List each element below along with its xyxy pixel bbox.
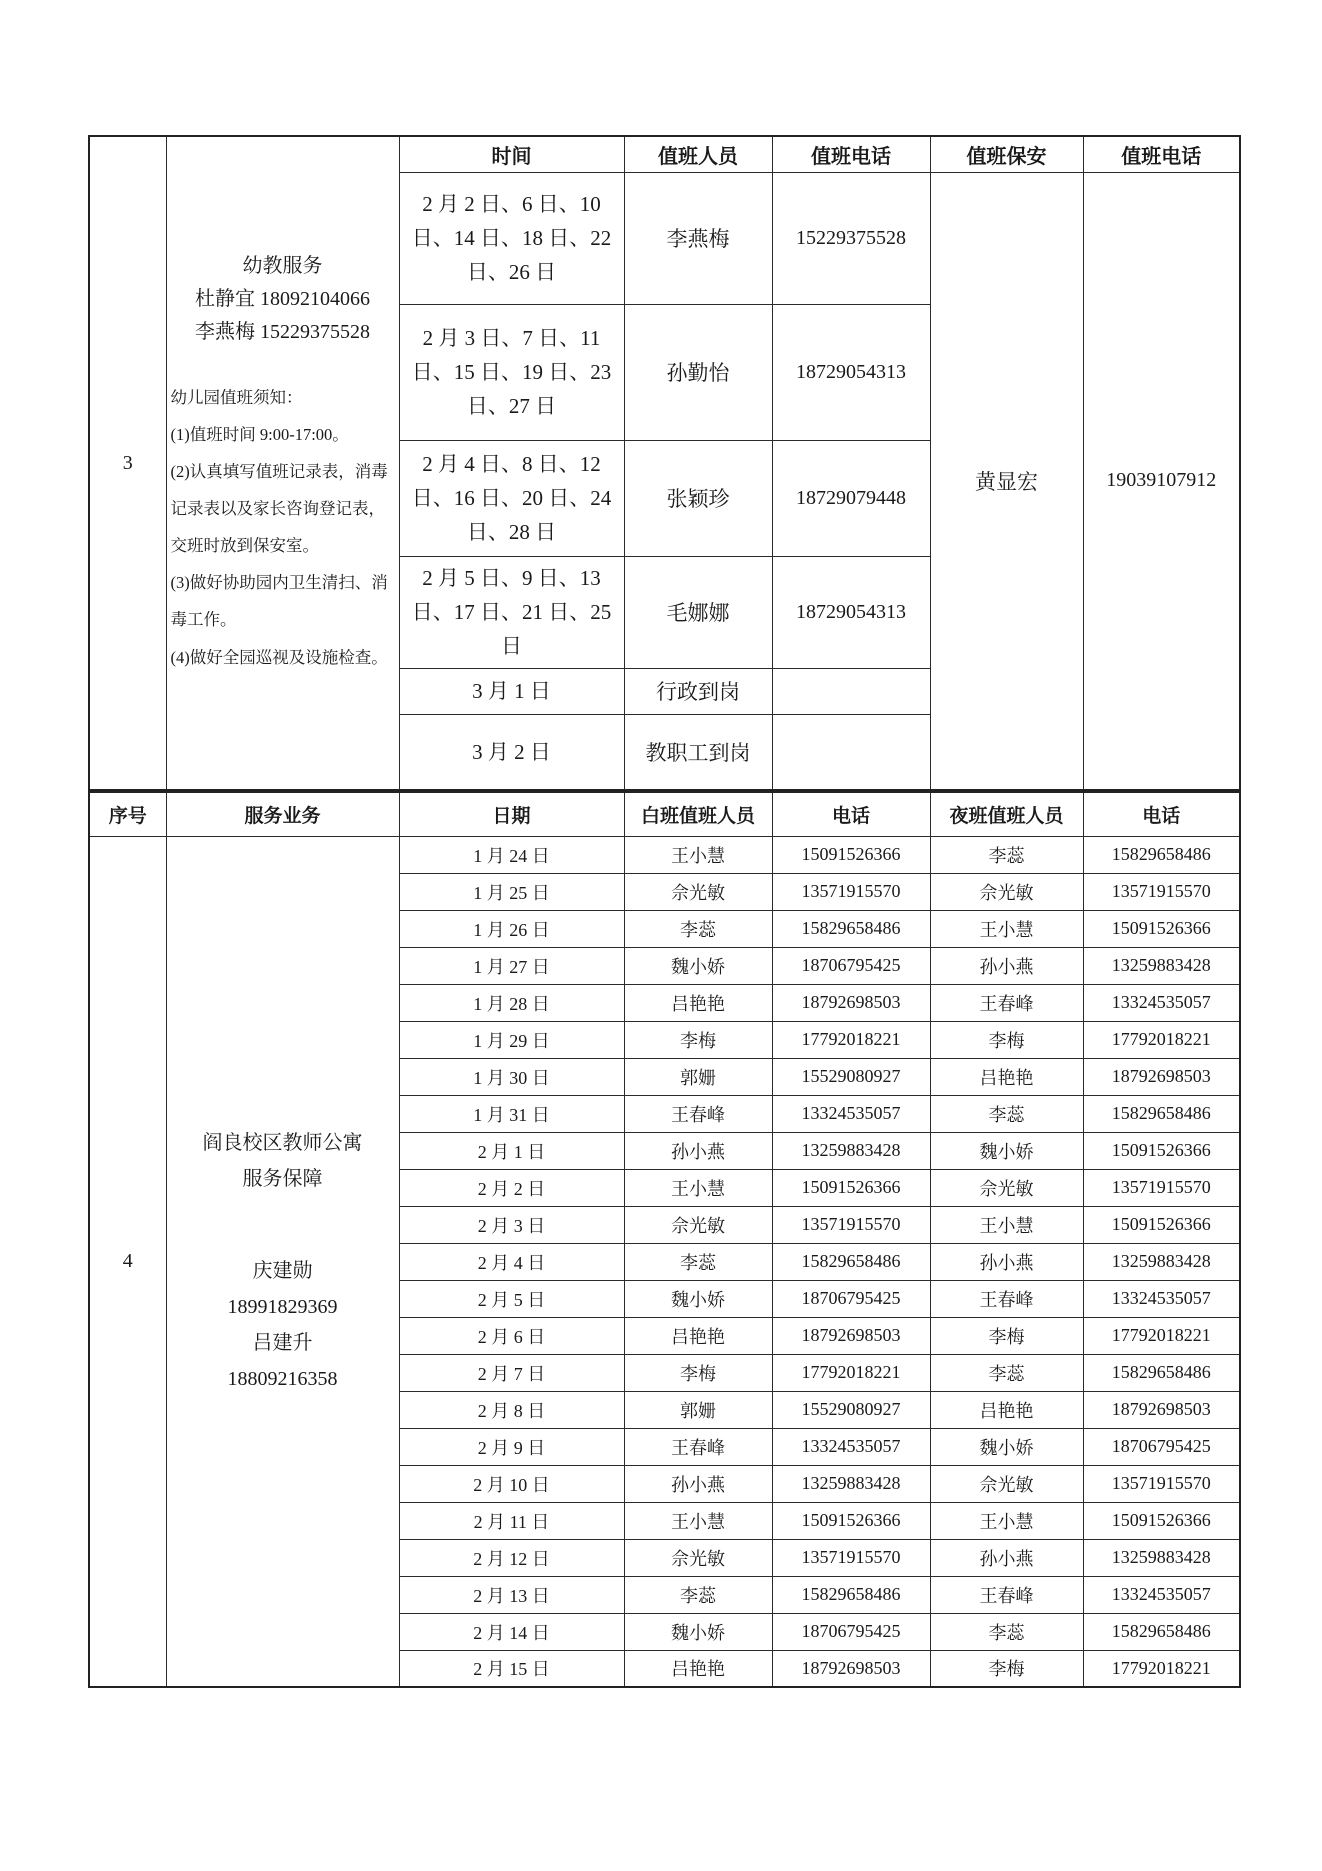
night-person: 李蕊 bbox=[930, 836, 1083, 873]
duty-date: 2 月 9 日 bbox=[399, 1428, 624, 1465]
duty-date: 2 月 10 日 bbox=[399, 1465, 624, 1502]
night-person: 王小慧 bbox=[930, 1206, 1083, 1243]
duty-date: 1 月 28 日 bbox=[399, 984, 624, 1021]
night-person: 王小慧 bbox=[930, 910, 1083, 947]
day-phone: 18792698503 bbox=[772, 1317, 930, 1354]
night-phone: 18792698503 bbox=[1083, 1391, 1240, 1428]
header-seq: 序号 bbox=[89, 792, 166, 836]
day-person: 孙小燕 bbox=[624, 1465, 772, 1502]
day-phone: 13259883428 bbox=[772, 1132, 930, 1169]
night-person: 魏小娇 bbox=[930, 1132, 1083, 1169]
apartment-duty-table bbox=[88, 791, 1241, 1688]
day-phone: 15829658486 bbox=[772, 1243, 930, 1280]
duty-phone: 18729054313 bbox=[772, 304, 930, 440]
day-person: 王小慧 bbox=[624, 836, 772, 873]
duty-date: 1 月 24 日 bbox=[399, 836, 624, 873]
duty-dates: 2 月 3 日、7 日、11 日、15 日、19 日、23 日、27 日 bbox=[399, 304, 624, 440]
day-phone: 18706795425 bbox=[772, 947, 930, 984]
duty-dates: 3 月 2 日 bbox=[399, 714, 624, 790]
night-phone: 13324535057 bbox=[1083, 1576, 1240, 1613]
night-person: 佘光敏 bbox=[930, 873, 1083, 910]
night-phone: 13571915570 bbox=[1083, 1169, 1240, 1206]
day-phone: 15091526366 bbox=[772, 1169, 930, 1206]
night-person: 吕艳艳 bbox=[930, 1391, 1083, 1428]
header-duty-guard: 值班保安 bbox=[930, 136, 1083, 172]
day-phone: 13571915570 bbox=[772, 1539, 930, 1576]
day-person: 王春峰 bbox=[624, 1428, 772, 1465]
service-title: 幼教服务 bbox=[242, 255, 323, 278]
day-phone: 13259883428 bbox=[772, 1465, 930, 1502]
day-person: 王小慧 bbox=[624, 1502, 772, 1539]
day-phone: 13324535057 bbox=[772, 1428, 930, 1465]
day-person: 魏小娇 bbox=[624, 1613, 772, 1650]
duty-date: 1 月 29 日 bbox=[399, 1021, 624, 1058]
day-person: 李梅 bbox=[624, 1021, 772, 1058]
night-person: 王春峰 bbox=[930, 1280, 1083, 1317]
day-person: 吕艳艳 bbox=[624, 1317, 772, 1354]
header-night-phone: 电话 bbox=[1083, 792, 1240, 836]
service-title-block bbox=[171, 250, 395, 348]
night-phone: 13259883428 bbox=[1083, 1539, 1240, 1576]
duty-phone bbox=[772, 714, 930, 790]
duty-date: 2 月 1 日 bbox=[399, 1132, 624, 1169]
duty-dates: 2 月 4 日、8 日、12 日、16 日、20 日、24 日、28 日 bbox=[399, 440, 624, 556]
duty-date: 2 月 11 日 bbox=[399, 1502, 624, 1539]
duty-date: 1 月 27 日 bbox=[399, 947, 624, 984]
duty-date: 1 月 30 日 bbox=[399, 1058, 624, 1095]
night-person: 佘光敏 bbox=[930, 1169, 1083, 1206]
night-phone: 15091526366 bbox=[1083, 1206, 1240, 1243]
table-row bbox=[89, 836, 1240, 873]
day-person: 王小慧 bbox=[624, 1169, 772, 1206]
header-guard-phone: 值班电话 bbox=[1083, 136, 1240, 172]
service-line: 阎良校区教师公寓 bbox=[202, 1132, 363, 1155]
duty-phone: 18729079448 bbox=[772, 440, 930, 556]
duty-date: 2 月 15 日 bbox=[399, 1650, 624, 1687]
notes-title: 幼儿园值班须知： bbox=[170, 387, 303, 407]
night-person: 李梅 bbox=[930, 1021, 1083, 1058]
duty-person: 毛娜娜 bbox=[624, 556, 772, 668]
night-person: 孙小燕 bbox=[930, 1243, 1083, 1280]
night-person: 王小慧 bbox=[930, 1502, 1083, 1539]
spacer bbox=[171, 1197, 395, 1253]
day-phone: 15829658486 bbox=[772, 910, 930, 947]
day-person: 李蕊 bbox=[624, 1576, 772, 1613]
duty-phone: 15229375528 bbox=[772, 172, 930, 304]
night-person: 李蕊 bbox=[930, 1095, 1083, 1132]
day-phone: 18792698503 bbox=[772, 984, 930, 1021]
duty-notes bbox=[171, 379, 395, 676]
day-person: 郭姗 bbox=[624, 1058, 772, 1095]
duty-person: 教职工到岗 bbox=[624, 714, 772, 790]
night-person: 李蕊 bbox=[930, 1354, 1083, 1391]
day-phone: 13324535057 bbox=[772, 1095, 930, 1132]
night-person: 孙小燕 bbox=[930, 1539, 1083, 1576]
service-description-cell bbox=[166, 136, 399, 790]
day-phone: 15529080927 bbox=[772, 1391, 930, 1428]
duty-date: 1 月 25 日 bbox=[399, 873, 624, 910]
day-person: 佘光敏 bbox=[624, 1539, 772, 1576]
service-line: 服务保障 bbox=[242, 1168, 323, 1191]
duty-phone: 18729054313 bbox=[772, 556, 930, 668]
header-duty-person: 值班人员 bbox=[624, 136, 772, 172]
night-person: 吕艳艳 bbox=[930, 1058, 1083, 1095]
night-phone: 13259883428 bbox=[1083, 947, 1240, 984]
night-phone: 15829658486 bbox=[1083, 1613, 1240, 1650]
day-person: 李蕊 bbox=[624, 910, 772, 947]
night-phone: 15091526366 bbox=[1083, 1132, 1240, 1169]
kindergarten-duty-table bbox=[88, 135, 1241, 791]
service-title-block bbox=[171, 1125, 395, 1397]
day-person: 吕艳艳 bbox=[624, 1650, 772, 1687]
night-phone: 18792698503 bbox=[1083, 1058, 1240, 1095]
duty-date: 2 月 13 日 bbox=[399, 1576, 624, 1613]
day-phone: 15529080927 bbox=[772, 1058, 930, 1095]
night-person: 王春峰 bbox=[930, 984, 1083, 1021]
duty-date: 2 月 6 日 bbox=[399, 1317, 624, 1354]
day-person: 魏小娇 bbox=[624, 947, 772, 984]
duty-date: 2 月 8 日 bbox=[399, 1391, 624, 1428]
night-phone: 15091526366 bbox=[1083, 910, 1240, 947]
day-phone: 15829658486 bbox=[772, 1576, 930, 1613]
bottom-rows bbox=[89, 836, 1240, 1687]
night-phone: 17792018221 bbox=[1083, 1650, 1240, 1687]
header-date: 日期 bbox=[399, 792, 624, 836]
night-person: 李梅 bbox=[930, 1650, 1083, 1687]
duty-date: 2 月 7 日 bbox=[399, 1354, 624, 1391]
day-person: 佘光敏 bbox=[624, 1206, 772, 1243]
duty-date: 1 月 26 日 bbox=[399, 910, 624, 947]
day-phone: 18792698503 bbox=[772, 1650, 930, 1687]
day-phone: 17792018221 bbox=[772, 1021, 930, 1058]
night-person: 李蕊 bbox=[930, 1613, 1083, 1650]
service-description-cell bbox=[166, 836, 399, 1687]
day-phone: 18706795425 bbox=[772, 1613, 930, 1650]
night-phone: 13571915570 bbox=[1083, 1465, 1240, 1502]
night-phone: 15829658486 bbox=[1083, 1354, 1240, 1391]
service-contact-phone: 18809216358 bbox=[227, 1368, 338, 1391]
day-person: 孙小燕 bbox=[624, 1132, 772, 1169]
night-person: 魏小娇 bbox=[930, 1428, 1083, 1465]
note-3: (3)做好协助园内卫生清扫、消毒工作。 bbox=[170, 573, 388, 630]
header-day-phone: 电话 bbox=[772, 792, 930, 836]
duty-date: 1 月 31 日 bbox=[399, 1095, 624, 1132]
night-phone: 15829658486 bbox=[1083, 1095, 1240, 1132]
seq-number: 3 bbox=[89, 136, 166, 790]
night-person: 王春峰 bbox=[930, 1576, 1083, 1613]
day-person: 吕艳艳 bbox=[624, 984, 772, 1021]
day-person: 王春峰 bbox=[624, 1095, 772, 1132]
night-phone: 13571915570 bbox=[1083, 873, 1240, 910]
duty-date: 2 月 14 日 bbox=[399, 1613, 624, 1650]
service-contact-1: 杜静宜 18092104066 bbox=[195, 288, 370, 311]
night-phone: 13259883428 bbox=[1083, 1243, 1240, 1280]
duty-person: 张颖珍 bbox=[624, 440, 772, 556]
night-phone: 17792018221 bbox=[1083, 1021, 1240, 1058]
duty-date: 2 月 2 日 bbox=[399, 1169, 624, 1206]
header-service: 服务业务 bbox=[166, 792, 399, 836]
duty-person: 孙勤怡 bbox=[624, 304, 772, 440]
day-phone: 18706795425 bbox=[772, 1280, 930, 1317]
note-2: (2)认真填写值班记录表，消毒记录表以及家长咨询登记表，交班时放到保安室。 bbox=[170, 461, 388, 556]
night-person: 孙小燕 bbox=[930, 947, 1083, 984]
day-person: 李梅 bbox=[624, 1354, 772, 1391]
day-phone: 17792018221 bbox=[772, 1354, 930, 1391]
duty-roster bbox=[88, 135, 1239, 1688]
duty-dates: 2 月 5 日、9 日、13 日、17 日、21 日、25 日 bbox=[399, 556, 624, 668]
day-phone: 15091526366 bbox=[772, 1502, 930, 1539]
duty-person: 李燕梅 bbox=[624, 172, 772, 304]
service-contact-name: 庆建勋 bbox=[252, 1260, 313, 1283]
night-phone: 15091526366 bbox=[1083, 1502, 1240, 1539]
duty-date: 2 月 12 日 bbox=[399, 1539, 624, 1576]
day-person: 魏小娇 bbox=[624, 1280, 772, 1317]
seq-number: 4 bbox=[89, 836, 166, 1687]
day-person: 佘光敏 bbox=[624, 873, 772, 910]
note-4: (4)做好全园巡视及设施检查。 bbox=[170, 647, 388, 667]
header-night-person: 夜班值班人员 bbox=[930, 792, 1083, 836]
header-duty-phone: 值班电话 bbox=[772, 136, 930, 172]
service-contact-name: 吕建升 bbox=[252, 1332, 313, 1355]
night-person: 佘光敏 bbox=[930, 1465, 1083, 1502]
duty-date: 2 月 4 日 bbox=[399, 1243, 624, 1280]
duty-dates: 3 月 1 日 bbox=[399, 668, 624, 714]
night-phone: 17792018221 bbox=[1083, 1317, 1240, 1354]
day-phone: 15091526366 bbox=[772, 836, 930, 873]
night-phone: 15829658486 bbox=[1083, 836, 1240, 873]
header-day-person: 白班值班人员 bbox=[624, 792, 772, 836]
night-person: 李梅 bbox=[930, 1317, 1083, 1354]
guard-name: 黄显宏 bbox=[930, 172, 1083, 790]
day-person: 郭姗 bbox=[624, 1391, 772, 1428]
night-phone: 13324535057 bbox=[1083, 984, 1240, 1021]
day-person: 李蕊 bbox=[624, 1243, 772, 1280]
night-phone: 18706795425 bbox=[1083, 1428, 1240, 1465]
header-time: 时间 bbox=[399, 136, 624, 172]
duty-dates: 2 月 2 日、6 日、10 日、14 日、18 日、22 日、26 日 bbox=[399, 172, 624, 304]
service-contact-2: 李燕梅 15229375528 bbox=[195, 320, 370, 343]
duty-date: 2 月 5 日 bbox=[399, 1280, 624, 1317]
note-1: (1)值班时间 9:00-17:00。 bbox=[170, 424, 349, 444]
guard-phone: 19039107912 bbox=[1083, 172, 1240, 790]
duty-date: 2 月 3 日 bbox=[399, 1206, 624, 1243]
duty-phone bbox=[772, 668, 930, 714]
day-phone: 13571915570 bbox=[772, 1206, 930, 1243]
day-phone: 13571915570 bbox=[772, 873, 930, 910]
service-contact-phone: 18991829369 bbox=[227, 1296, 338, 1319]
duty-person: 行政到岗 bbox=[624, 668, 772, 714]
night-phone: 13324535057 bbox=[1083, 1280, 1240, 1317]
